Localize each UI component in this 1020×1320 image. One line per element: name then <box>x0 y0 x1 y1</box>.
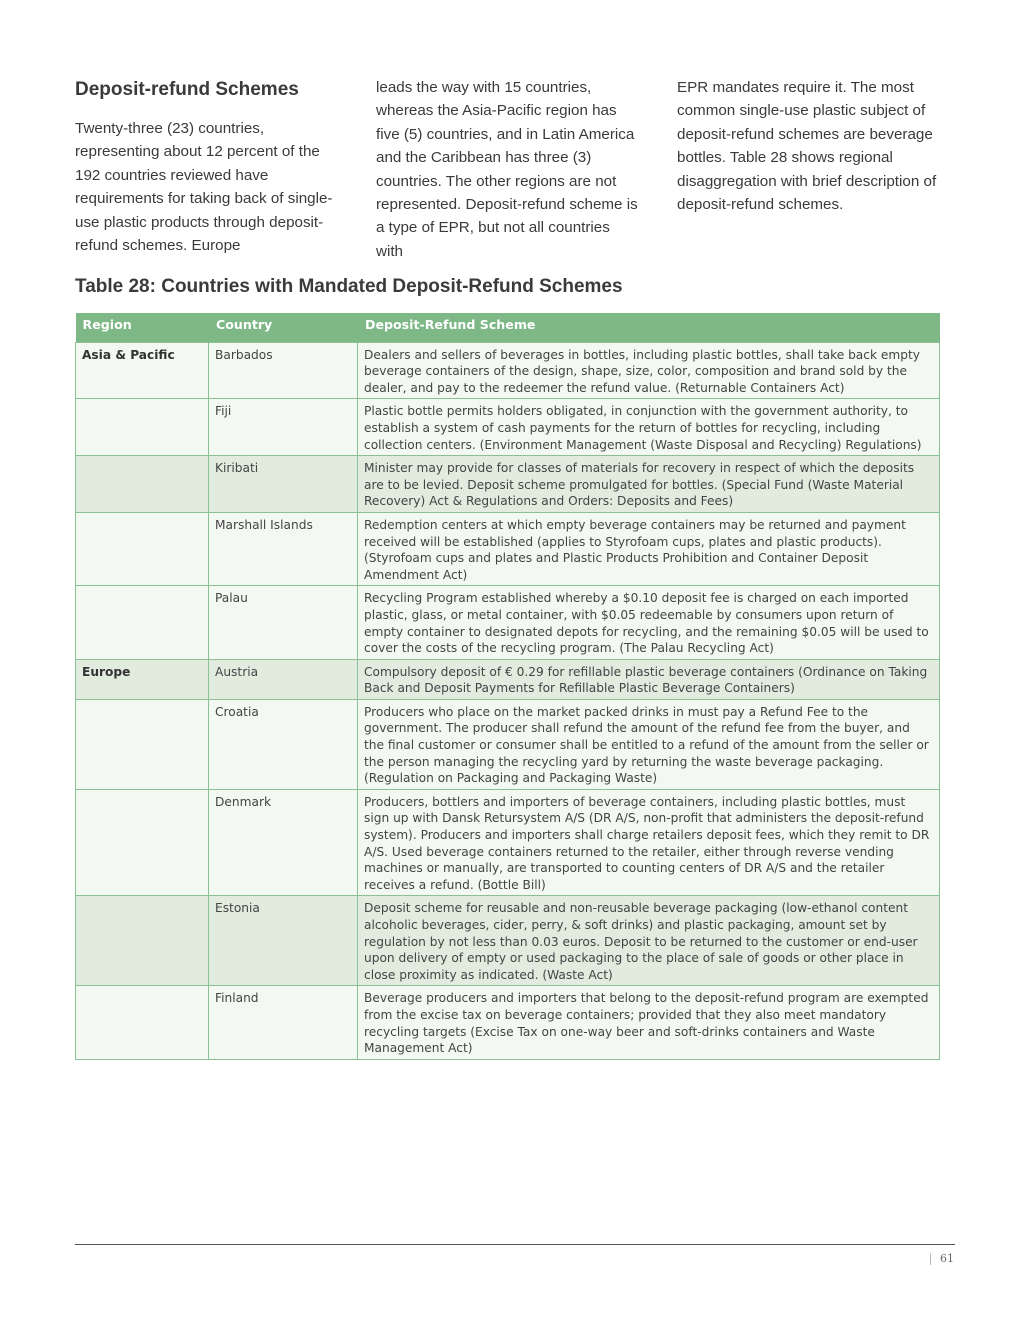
scheme-cell: Minister may provide for classes of materials for recovery in respect of which the deposits are to be levied. Deposit scheme promulgated for bottles. (Special Fund (Waste Material Recovery) Act & Regulations and Orders: Deposits and Fees) <box>358 456 940 513</box>
region-cell: Asia & Pacific <box>76 342 209 399</box>
intro-text <box>75 76 940 263</box>
table-title: Table 28: Countries with Mandated Deposit-Refund Schemes <box>75 276 623 297</box>
page-number-value: 61 <box>940 1252 954 1265</box>
scheme-cell: Redemption centers at which empty beverage containers may be returned and payment received will be established (applies to Styrofoam cups, plates and plastic products). (Styrofoam cups and plates and Plastic Products Prohibition and Container Deposit Amendment Act) <box>358 512 940 585</box>
page-number-separator: | <box>928 1252 933 1265</box>
table-row <box>76 399 940 456</box>
table-row <box>76 659 940 699</box>
region-cell: Europe <box>76 659 209 699</box>
country-cell: Estonia <box>209 896 358 986</box>
region-cell <box>76 399 209 456</box>
table-row <box>76 512 940 585</box>
deposit-refund-table <box>75 313 940 1060</box>
scheme-cell: Plastic bottle permits holders obligated, in conjunction with the government authority, to establish a system of cash payments for the return of bottles for recycling, including collection centers. (Environment Management (Waste Disposal and Recycling) Regulations) <box>358 399 940 456</box>
country-cell: Croatia <box>209 699 358 789</box>
intro-column-3 <box>677 76 940 263</box>
intro-paragraph-1: Twenty-three (23) countries, representing about 12 percent of the 192 countries reviewed have requirements for taking back of single-use plastic products through deposit-refund schemes. Europe <box>75 120 333 255</box>
region-cell <box>76 512 209 585</box>
table-row <box>76 896 940 986</box>
country-cell: Marshall Islands <box>209 512 358 585</box>
intro-column-2 <box>376 76 639 263</box>
country-cell: Barbados <box>209 342 358 399</box>
region-cell <box>76 456 209 513</box>
country-cell: Fiji <box>209 399 358 456</box>
table-header-row <box>76 313 940 342</box>
table-row <box>76 586 940 659</box>
region-cell <box>76 896 209 986</box>
table-row <box>76 699 940 789</box>
scheme-cell: Producers, bottlers and importers of beverage containers, including plastic bottles, must sign up with Dansk Retursystem A/S (DR A/S, non-profit that administers the deposit-refund system). Producers and importers shall charge retailers deposit fees, which they remit to DR A/S. Used beverage containers returned to the retailer, either through reverse vending machines or manually, are transported to counting centers of DR A/S and the retailer receives a refund. (Bottle Bill) <box>358 789 940 896</box>
country-cell: Palau <box>209 586 358 659</box>
intro-paragraph-3: EPR mandates require it. The most common single-use plastic subject of deposit-refund schemes are beverage bottles. Table 28 shows regional disaggregation with brief description of deposit-refund schemes. <box>677 79 937 214</box>
region-cell <box>76 699 209 789</box>
scheme-cell: Beverage producers and importers that belong to the deposit-refund program are exempted from the excise tax on beverage containers; provided that they also meet mandatory recycling targets (Excise Tax on one-way beer and soft-drinks containers and Waste Management Act) <box>358 986 940 1059</box>
country-cell: Kiribati <box>209 456 358 513</box>
region-cell <box>76 789 209 896</box>
country-cell: Denmark <box>209 789 358 896</box>
region-cell <box>76 586 209 659</box>
intro-paragraph-2: leads the way with 15 countries, whereas the Asia-Pacific region has five (5) countries, and in Latin America and the Caribbean has three (3) countries. The other regions are not represented. Deposit-refund scheme is a type of EPR, but not all countries with <box>376 79 638 260</box>
page-number <box>929 1252 954 1265</box>
scheme-cell: Dealers and sellers of beverages in bottles, including plastic bottles, shall take back empty beverage containers of the design, shape, size, color, composition and brand sold by the dealer, and pay to the redeemer the refund value. (Returnable Containers Act) <box>358 342 940 399</box>
header-country: Country <box>209 313 358 342</box>
section-heading: Deposit-refund Schemes <box>75 79 299 100</box>
country-cell: Austria <box>209 659 358 699</box>
header-region: Region <box>76 313 209 342</box>
scheme-cell: Deposit scheme for reusable and non-reusable beverage packaging (low-ethanol content alcoholic beverages, cider, perry, & soft drinks) and plastic packaging, amount set by regulation by not less than 0.03 euros. Deposit to be returned to the customer or end-user upon delivery of empty or used packaging to the place of sale of goods or other place in close proximity as indicated. (Waste Act) <box>358 896 940 986</box>
table-row <box>76 342 940 399</box>
header-scheme: Deposit-Refund Scheme <box>358 313 940 342</box>
intro-column-1 <box>75 76 338 263</box>
country-cell: Finland <box>209 986 358 1059</box>
scheme-cell: Compulsory deposit of € 0.29 for refillable plastic beverage containers (Ordinance on Taking Back and Deposit Payments for Refillable Plastic Beverage Containers) <box>358 659 940 699</box>
table-row <box>76 789 940 896</box>
table-row <box>76 456 940 513</box>
region-cell <box>76 986 209 1059</box>
footer-divider <box>75 1244 955 1245</box>
table-row <box>76 986 940 1059</box>
scheme-cell: Producers who place on the market packed drinks in must pay a Refund Fee to the government. The producer shall refund the amount of the refund fee from the buyer, and the final customer or consumer shall be entitled to a refund of the amount from the seller or the person managing the recycling yard by returning the waste beverage packaging. (Regulation on Packaging and Packaging Waste) <box>358 699 940 789</box>
scheme-cell: Recycling Program established whereby a $0.10 deposit fee is charged on each imported plastic, glass, or metal container, with $0.05 redeemable by consumers upon return of empty container to designated depots for recycling, and the remaining $0.05 will be used to cover the costs of the recycling program. (The Palau Recycling Act) <box>358 586 940 659</box>
